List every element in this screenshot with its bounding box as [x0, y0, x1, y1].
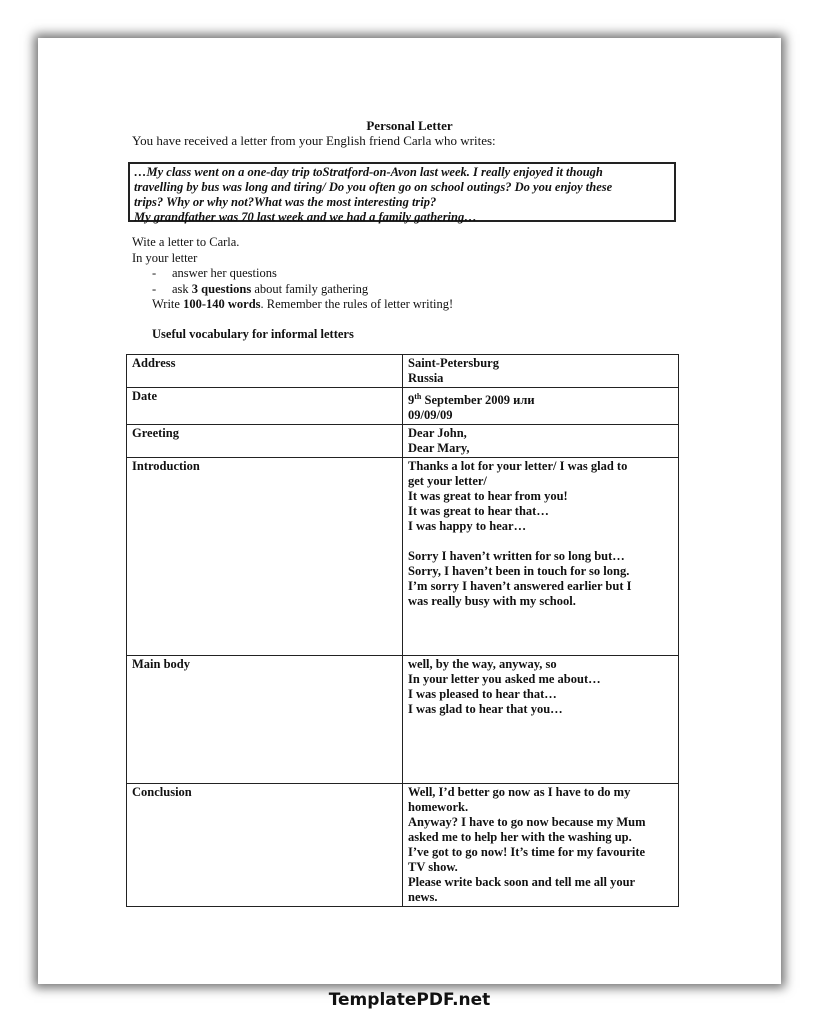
row-label: Address — [127, 355, 403, 388]
row-content: Saint-Petersburg Russia — [403, 355, 679, 388]
document-page — [38, 38, 781, 984]
table-row — [127, 425, 679, 458]
vocabulary-heading: Useful vocabulary for informal letters — [152, 327, 354, 341]
task-line: Wite a letter to Carla. — [132, 235, 240, 249]
row-label: Introduction — [127, 458, 403, 656]
quote-line: …My class went on a one-day trip toStratford-on-Avon last week. I really enjoyed it though — [134, 165, 603, 179]
quote-line: travelling by bus was long and tiring/ Do you often go on school outings? Do you enjoy these — [134, 180, 613, 194]
row-label: Main body — [127, 656, 403, 784]
table-row — [127, 388, 679, 425]
page-title: Personal Letter — [366, 118, 453, 133]
table-row — [127, 355, 679, 388]
task-bullet: - answer her questions — [152, 266, 277, 280]
table-row — [127, 784, 679, 907]
row-content: Dear John, Dear Mary, — [403, 425, 679, 458]
table-row — [127, 656, 679, 784]
intro-text: You have received a letter from your English friend Carla who writes: — [132, 133, 496, 148]
task-line: In your letter — [132, 250, 198, 265]
quote-line: trips? Why or why not?What was the most interesting trip? — [134, 195, 437, 209]
task-bullet: - ask 3 questions about family gathering — [152, 281, 369, 296]
row-label: Greeting — [127, 425, 403, 458]
row-content: 9th September 2009 или 09/09/09 — [403, 388, 679, 425]
table-row — [127, 458, 679, 656]
watermark-text: TemplatePDF.net — [328, 990, 491, 1010]
row-label: Date — [127, 388, 403, 425]
vocabulary-table — [126, 354, 679, 907]
row-content: Thanks a lot for your letter/ I was glad to get your letter/ It was great to hear from you! It was great to hear that… I was happy to hear… Sorry I haven’t written for so long but… Sorry, I haven’t been in touch for so long. I’m sorry I haven’t answered earlier but I was really busy with my school. — [403, 458, 679, 656]
row-content: Well, I’d better go now as I have to do my homework. Anyway? I have to go now because my Mum asked me to help her with the washing up. I’ve got to go now! It’s time for my favourite TV show. Please write back soon and tell me all your news. — [403, 784, 679, 907]
row-label: Conclusion — [127, 784, 403, 907]
word-count-instruction: Write 100-140 words. Remember the rules of letter writing! — [152, 297, 454, 311]
quoted-letter-box — [128, 162, 676, 222]
task-instructions — [132, 235, 453, 313]
row-content: well, by the way, anyway, so In your letter you asked me about… I was pleased to hear that… I was glad to hear that you… — [403, 656, 679, 784]
quote-line: My grandfather was 70 last week and we had a family gathering… — [134, 210, 477, 224]
